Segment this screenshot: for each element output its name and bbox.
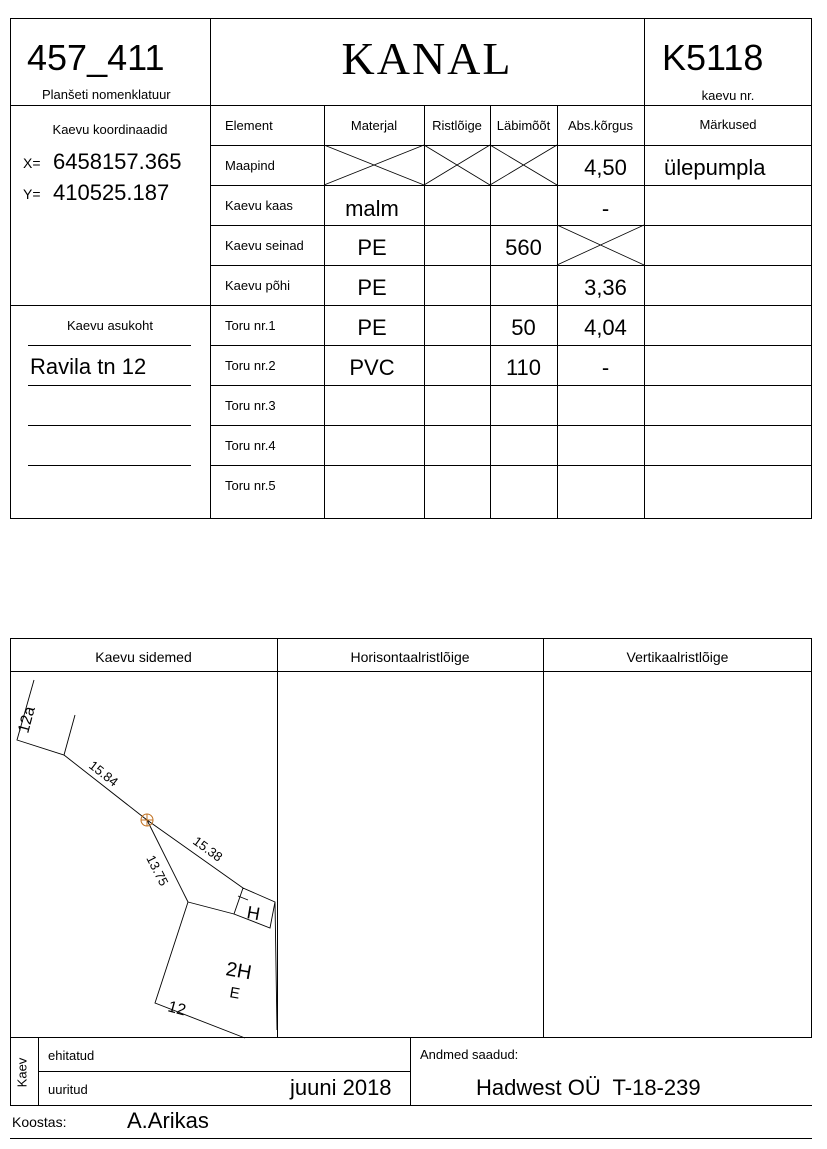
header-elevation: Abs.kõrgus: [567, 118, 634, 133]
surveyed-label: uuritud: [48, 1082, 88, 1097]
x-label: X=: [23, 155, 41, 171]
diameter-value: 110: [505, 355, 542, 380]
table-row-element: Toru nr.3: [225, 398, 276, 413]
elevation-value: -: [601, 196, 610, 221]
elevation-value: 4,04: [584, 315, 627, 340]
compiled-label: Koostas:: [12, 1114, 67, 1130]
footer-row-divider: [38, 1071, 410, 1072]
parcel-12a-label: 12a: [15, 704, 39, 736]
parcel-12-label: 12: [165, 998, 188, 1020]
well-number-label: kaevu nr.: [701, 88, 755, 103]
material-value: malm: [345, 196, 399, 221]
diameter-value: 560: [505, 235, 542, 260]
compiled-by: A.Arikas: [127, 1108, 209, 1133]
footer-mid-divider: [410, 1038, 411, 1105]
page-title: KANAL: [341, 33, 513, 84]
elevation-value: 4,50: [584, 155, 627, 180]
table-row-element: Kaevu seinad: [225, 238, 304, 253]
material-value: PE: [357, 315, 387, 340]
material-value: PE: [357, 235, 387, 260]
footer-bottom-line: [10, 1105, 812, 1106]
header-notes: Märkused: [699, 117, 757, 132]
table-row-element: Toru nr.2: [225, 358, 276, 373]
y-coordinate: 410525.187: [53, 180, 170, 205]
distance-label-1: 15.84: [86, 757, 122, 790]
building-2h-label: 2H: [224, 958, 254, 985]
distance-label-3: 13.75: [143, 852, 172, 889]
location-address: Ravila tn 12: [30, 354, 147, 379]
table-row-element: Toru nr.4: [225, 438, 276, 453]
header-diameter: Läbimõõt: [496, 118, 551, 133]
table-row-element: Toru nr.5: [225, 478, 276, 493]
sheet-nomenclature: 457_411: [27, 37, 165, 78]
notes-value: ülepumpla: [664, 155, 766, 180]
well-number: K5118: [662, 37, 764, 78]
table-row-element: Maapind: [225, 158, 275, 173]
footer-outer-left: [10, 1038, 11, 1105]
elevation-value: 3,36: [584, 275, 627, 300]
table-row-element: Toru nr.1: [225, 318, 276, 333]
x-coordinate: 6458157.365: [53, 149, 182, 174]
coordinates-label: Kaevu koordinaadid: [52, 122, 168, 137]
material-value: PVC: [349, 355, 395, 380]
header-element: Element: [225, 118, 273, 133]
horizontal-section-heading: Horisontaalristlõige: [350, 649, 470, 665]
location-label: Kaevu asukoht: [66, 318, 153, 333]
y-label: Y=: [23, 186, 41, 202]
header-material: Materjal: [350, 118, 398, 133]
built-label: ehitatud: [48, 1048, 95, 1063]
building-e-label: E: [228, 984, 242, 1003]
well-ties-heading: Kaevu sidemed: [95, 649, 192, 665]
data-source: Hadwest OÜ T-18-239: [476, 1075, 701, 1100]
vertical-section-heading: Vertikaalristlõige: [626, 649, 729, 665]
building-h-label: H: [245, 902, 262, 925]
table-row-element: Kaevu kaas: [225, 198, 293, 213]
elevation-value: -: [601, 355, 610, 380]
footer-compiled-line: [10, 1138, 812, 1139]
distance-label-2: 15.38: [190, 833, 226, 865]
header-cross-section: Ristlõige: [432, 118, 482, 133]
table-row-element: Kaevu põhi: [225, 278, 291, 293]
sheet-nomenclature-label: Planšeti nomenklatuur: [42, 87, 171, 102]
well-side-label: Kaev: [14, 1057, 30, 1088]
diameter-value: 50: [511, 315, 536, 340]
material-value: PE: [357, 275, 387, 300]
surveyed-date: juuni 2018: [290, 1075, 392, 1100]
data-source-label: Andmed saadud:: [420, 1047, 519, 1062]
